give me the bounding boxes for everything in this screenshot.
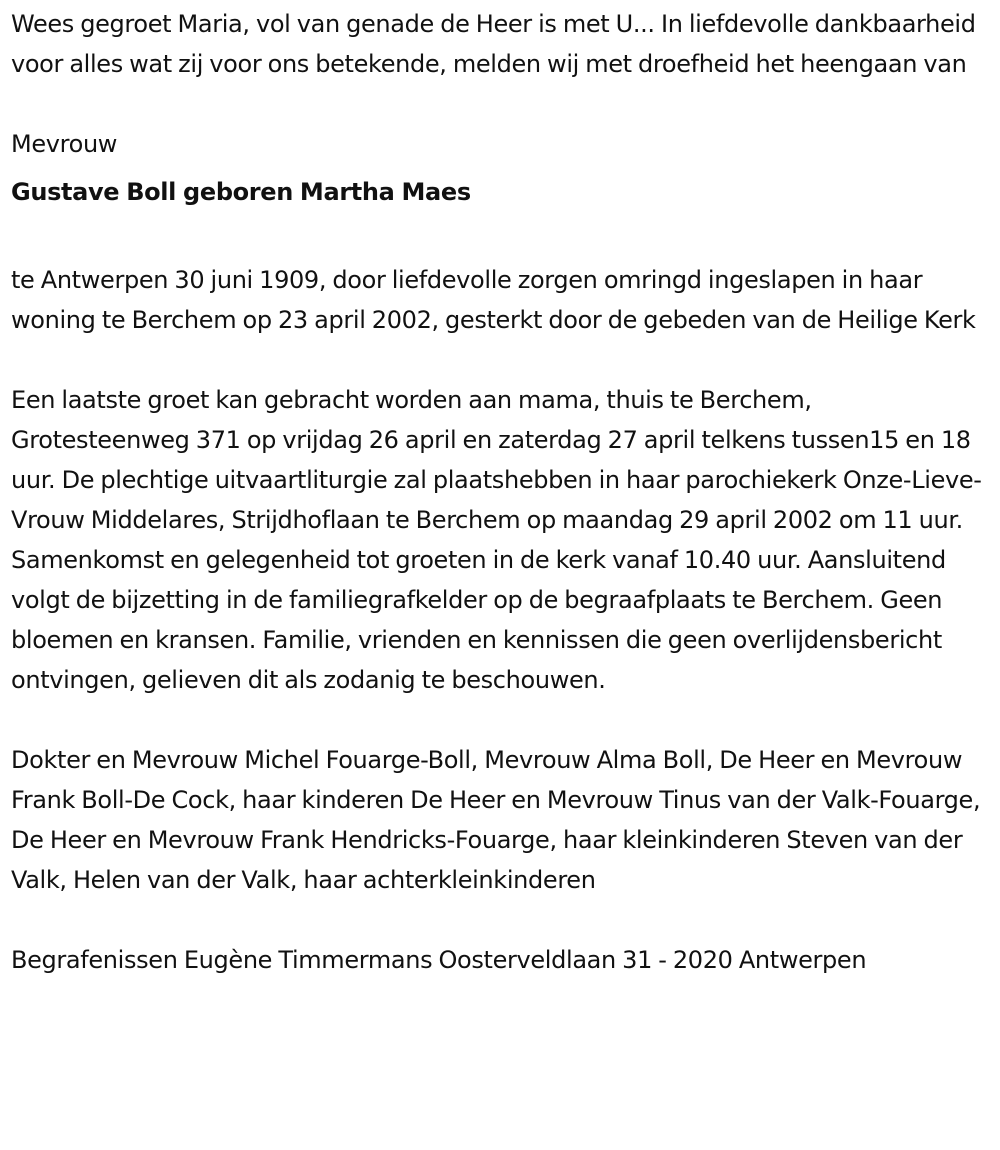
funeral-home: Begrafenissen Eugène Timmermans Oosterveldlaan 31 - 2020 Antwerpen — [11, 946, 867, 974]
obituary-document — [11, 4, 993, 980]
title-label: Mevrouw — [11, 130, 118, 158]
family-paragraph: Dokter en Mevrouw Michel Fouarge-Boll, Mevrouw Alma Boll, De Heer en Mevrouw Frank Boll-De Cock, haar kinderen De Heer en Mevrouw Tinus van der Valk-Fouarge, De Heer en Mevrouw Frank Hendricks-Fouarge, haar kleinkinderen Steven van der Valk, Helen van der Valk, haar achterkleinkinderen — [11, 746, 981, 894]
deceased-name: Gustave Boll geboren Martha Maes — [11, 178, 471, 206]
ceremony-paragraph: Een laatste groet kan gebracht worden aan mama, thuis te Berchem, Grotesteenweg 371 op vrijdag 26 april en zaterdag 27 april telkens tussen15 en 18 uur. De plechtige uitvaartliturgie zal plaatshebben in haar parochiekerk Onze-Lieve-Vrouw Middelares, Strijdhoflaan te Berchem op maandag 29 april 2002 om 11 uur. Samenkomst en gelegenheid tot groeten in de kerk vanaf 10.40 uur. Aansluitend volgt de bijzetting in de familiegrafkelder op de begraafplaats te Berchem. Geen bloemen en kransen. Familie, vrienden en kennissen die geen overlijdensbericht ontvingen, gelieven dit als zodanig te beschouwen. — [11, 386, 982, 694]
intro-paragraph: Wees gegroet Maria, vol van genade de Heer is met U... In liefdevolle dankbaarheid voor alles wat zij voor ons betekende, melden wij met droefheid het heengaan van — [11, 10, 976, 78]
birth-death-paragraph: te Antwerpen 30 juni 1909, door liefdevolle zorgen omringd ingeslapen in haar woning te Berchem op 23 april 2002, gesterkt door de gebeden van de Heilige Kerk — [11, 266, 976, 334]
